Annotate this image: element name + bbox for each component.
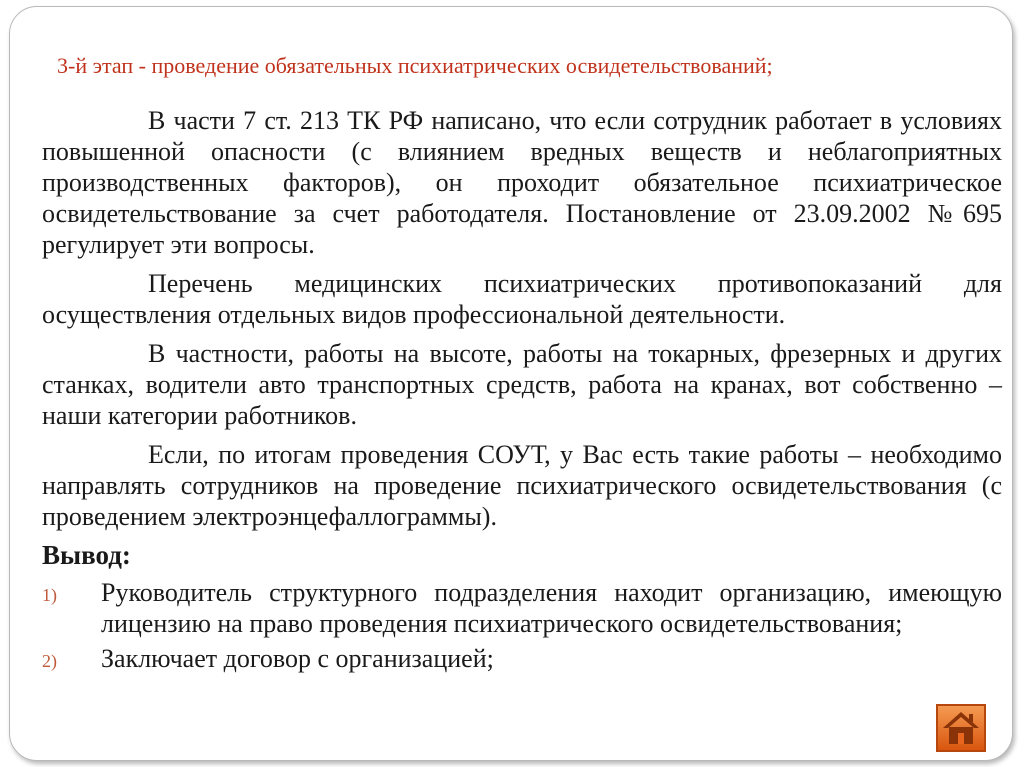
- conclusion-heading: Вывод:: [42, 540, 131, 570]
- list-number: 1): [42, 585, 57, 605]
- list-item: [42, 643, 1002, 674]
- list-item-text: Заключает договор с организацией;: [101, 644, 494, 673]
- home-icon: [938, 706, 984, 750]
- list-number: 2): [42, 651, 57, 671]
- paragraph-work-categories: В частности, работы на высоте, работы на токарных, фрезерных и других станках, водители авто транспортных средств, работа на кранах, вот собственно –наши категории работников.: [42, 339, 1002, 430]
- slide-title: 3-й этап - проведение обязательных психиатрических освидетельствований;: [57, 53, 773, 78]
- paragraph-contraindications-list: Перечень медицинских психиатрических противопоказаний для осуществления отдельных видов профессиональной деятельности.: [42, 269, 1002, 329]
- list-item-text: Руководитель структурного подразделения находит организацию, имеющую лицензию на право проведения психиатрического освидетельствования;: [101, 578, 1002, 638]
- paragraph-sout-results: Если, по итогам проведения СОУТ, у Вас есть такие работы – необходимо направлять сотрудников на проведение психиатрического освидетельствования (с проведением электроэнцефаллограммы).: [42, 440, 1002, 531]
- slide-frame: [9, 6, 1013, 761]
- home-button[interactable]: [936, 704, 986, 752]
- list-item: [42, 577, 1002, 639]
- slide-body: [42, 105, 1002, 678]
- paragraph-law-reference: В части 7 ст. 213 ТК РФ написано, что если сотрудник работает в условиях повышенной опасности (с влиянием вредных веществ и неблагоприятных производственных факторов), он проходит обязательное психиатрическое освидетельствование за счет работодателя. Постановление от 23.09.2002 №695 регулирует эти вопросы.: [42, 106, 1002, 259]
